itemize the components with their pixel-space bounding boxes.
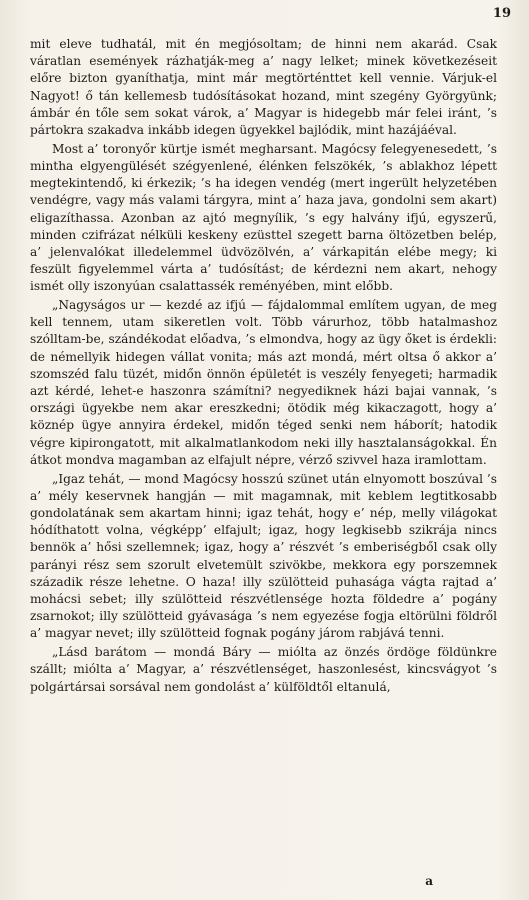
paragraph-1: mit eleve tudhatál, mit én megjósoltam; de hinni nem akarád. Csak váratlan események rázhatják-meg a’ nagy lelket; minek következéseit előre bizton gyaníthatja, mint már megtörténttet kell vennie. Várjuk-el Nagyot! ő tán kellemesb tudósításokat hozand, mint szegény Györgyünk; ámbár én tőle sem sokat várok, a’ Magyar is hidegebb már felei iránt, ’s pártokra szakadva inkább idegen ügyekkel bajlódik, mint hazájáéval. bbox=[30, 37, 497, 138]
paragraph-3: „Nagyságos ur — kezdé az ifjú — fájdalommal említem ugyan, de meg kell tennem, utam sikeretlen volt. Több várurhoz, több hatalmashoz szólltam-be, szándékodat előadva, ’s elmondva, hogy az ügy őket is érdekli: de némellyik hidegen vállat vonita; más azt mondá, mért oltsa ő akkor a’ szomszéd falu tüzét, midőn önnön épületét is veszély fenyegeti; harmadik azt kérdé, lehet-e haszonra számítni? negyediknek házi bajai vannak, ’s országi ügyekbe nem akar ereszkedni; ötödik még kikaczagott, hogy a’ köznép ügye annyira érdekel, midőn téged senki nem háborít; hatodik végre kipirongatott, mit alkalmatlankodom neki illy hasztalanságokkal. Én átkot mondva magamban az elfajult népre, vérző szivvel haza iramlottam. bbox=[30, 298, 497, 467]
body-text bbox=[30, 36, 497, 697]
paragraph-4: „Igaz tehát, — mond Magócsy hosszú szünet után elnyomott boszúval ’s a’ mély keservnek hangján — mit magamnak, mit keblem legtitkosabb gondolatának sem akartam hinni; igaz tehát, hogy e’ nép, melly világokat hódíthatott volna, végképp’ elfajult; igaz, hogy legkisebb szikrája nincs bennök a’ hősi szellemnek; igaz, hogy a’ részvét ’s emberiségből csak olly parányi rész sem szorult elvetemült szivökbe, mekkora egy porszemnek századik része lehetne. O haza! illy szülötteid puhasága vágta rajtad a’ mohácsi sebet; illy szülötteid részvétlensége hozta földedre a’ pogány zsarnokot; illy szülötteid gyávasága ’s nem egyezése fogja eltörülni földről a’ magyar nevet; illy szülötteid fognak pogány járom rabjává tenni. bbox=[30, 471, 497, 641]
paragraph-2: Most a’ toronyőr kürtje ismét megharsant. Magócsy felegyenesedett, ’s mintha elgyengülését szégyenlené, élénken felszökék, ’s ablakhoz lépett megtekintendő, ki érkezik; ’s ha idegen vendég (mert ingerült helyzetében vendégre, vagy más valami tárgyra, mint a’ haza java, gondolni sem akart) eligazíthassa. Azonban az ajtó megnyílik, ’s egy halvány ifjú, egyszerű, minden czifrázat nélküli keskeny ezüsttel szegett barna öltözetben belép, a’ jelenvalókat illedelemmel üdvözölvén, a’ várkapitán elébe megy; ki feszült figyelemmel várta a’ tudósítást; de kérdezni nem akart, nehogy ismét olly iszonyúan csalattassék reményében, mint előbb. bbox=[30, 141, 497, 294]
paragraph-5: „Lásd barátom — mondá Báry — miólta az önzés ördöge földünkre szállt; miólta a’ Magyar, a’ részvétlenséget, haszonlesést, kincsvágyot ’s polgártársai sorsával nem gondolást a’ külföldtől eltanulá, bbox=[30, 645, 497, 694]
signature-mark: a bbox=[425, 874, 433, 888]
page-number: 19 bbox=[492, 6, 511, 21]
